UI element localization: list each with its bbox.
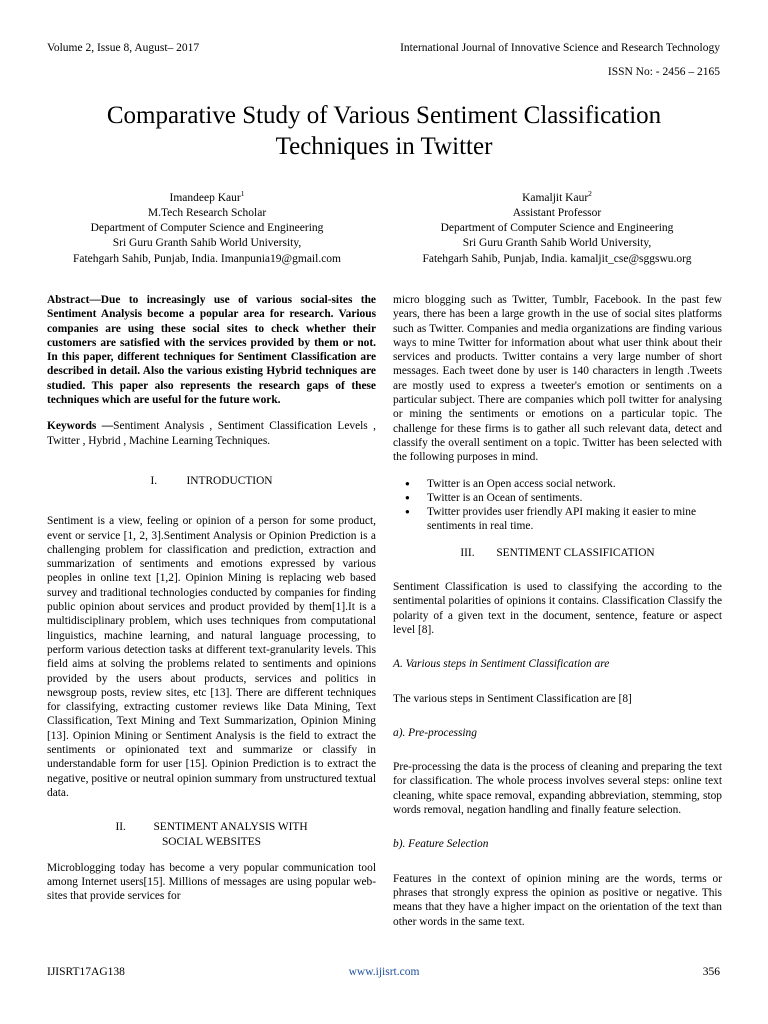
title-line-1: Comparative Study of Various Sentiment Classification (106, 102, 662, 129)
feature-selection-heading: b). Feature Selection (393, 838, 489, 851)
author-1-name: Imandeep Kaur (169, 191, 241, 204)
subsection-a-heading: A. Various steps in Sentiment Classification are (393, 658, 610, 671)
paper-title (40, 100, 728, 162)
author-2-name: Kamaljit Kaur (522, 191, 589, 204)
volume-info: Volume 2, Issue 8, August– 2017 (47, 42, 200, 54)
section-3-title: SENTIMENT CLASSIFICATION (496, 546, 655, 559)
left-column (47, 293, 376, 904)
purposes-list (393, 477, 722, 534)
list-item: ● Twitter is an Open access social network. (427, 477, 722, 491)
section-2-number: II. (115, 821, 126, 834)
author-2-sup: 2 (588, 189, 592, 198)
section-2-paragraph: Microblogging today has become a very popular communication tool among Internet users[15]. Millions of messages are using popular web-sites that provide services for (47, 861, 376, 903)
subsection-a-paragraph: The various steps in Sentiment Classification are [8] (393, 692, 632, 705)
keywords-text: Sentiment Analysis , Sentiment Classification Levels , Twitter , Hybrid , Machine Learning Techniques. (47, 420, 376, 447)
twitter-paragraph: micro blogging such as Twitter, Tumblr, Facebook. In the past few years, there has been a large growth in the use of social sites platforms such as Twitter. Companies and media organizations are finding various ways to mine Twitter for information about what user think about their services and products. Twitter contains a very large number of short messages. Each tweet done by user is 140 characters in length .Tweets are mostly used to express a tweeter's emotion or sentiments on a particular subject. There are companies which poll twitter for analysing or mining the sentiments or emotions on a particular topic. The challenge for these firms is to gather all such relevant data, detect and classify the overall sentiment on a topic. Twitter has been selected with the following purposes in mind. (393, 294, 722, 464)
author-1-dept: Department of Computer Science and Engineering (90, 222, 324, 235)
keywords-label: Keywords — (47, 420, 114, 433)
section-2-heading (47, 820, 376, 849)
keywords (47, 419, 376, 448)
author-1-univ: Sri Guru Granth Sahib World University, (112, 237, 302, 250)
author-1-address: Fatehgarh Sahib, Punjab, India. Imanpunia19@gmail.com (72, 252, 341, 265)
section-1-number: I. (150, 474, 158, 487)
section-2-title-line-2: SOCIAL WEBSITES (161, 835, 262, 848)
section-2-title-line-1: SENTIMENT ANALYSIS WITH (153, 821, 308, 834)
author-2-address: Fatehgarh Sahib, Punjab, India. kamaljit_cse@sggswu.org (422, 252, 692, 265)
author-1-role: M.Tech Research Scholar (147, 207, 267, 220)
author-2-univ: Sri Guru Granth Sahib World University, (462, 237, 652, 250)
list-item: ● Twitter is an Ocean of sentiments. (427, 491, 722, 505)
author-1 (42, 186, 372, 267)
author-2 (392, 186, 722, 267)
feature-selection-paragraph: Features in the context of opinion mining are the words, terms or phrases that strongly express the opinion as positive or negative. This means that they have a higher impact on the orientation of the text than other words in the same text. (393, 872, 722, 928)
preprocessing-paragraph: Pre-processing the data is the process of cleaning and preparing the text for classification. The whole process involves several steps: online text cleaning, white space removal, expanding abbreviation, stemming, stop words removal, negation handling and finally feature selection. (393, 761, 722, 817)
section-3-heading (393, 546, 722, 560)
section-1-title: INTRODUCTION (186, 474, 273, 487)
preprocessing-heading: a). Pre-processing (393, 726, 477, 739)
footer-paper-id: IJISRT17AG138 (47, 966, 125, 978)
title-line-2: Techniques in Twitter (275, 133, 493, 160)
author-1-sup: 1 (240, 189, 245, 198)
section-3-number: III. (460, 546, 475, 559)
author-2-role: Assistant Professor (512, 207, 602, 220)
section-1-heading (47, 474, 376, 488)
footer-website-link[interactable]: www.ijisrt.com (348, 966, 420, 978)
abstract: Abstract—Due to increasingly use of various social-sites the Sentiment Analysis become a popular area for research. Various companies are using these social sites to check whether their customers are satisfied with the services provided by them or not. In this paper, different techniques for Sentiment Classification are described in detail. Also the various existing Hybrid techniques are studied. This paper also represents the research gaps of these techniques which are useful for the future work. (47, 294, 376, 407)
list-item: ● Twitter provides user friendly API making it easier to mine sentiments in real time. (427, 505, 722, 534)
page-number: 356 (702, 966, 720, 978)
author-2-dept: Department of Computer Science and Engineering (440, 222, 674, 235)
journal-name: International Journal of Innovative Science and Research Technology (400, 42, 720, 54)
intro-paragraph: Sentiment is a view, feeling or opinion of a person for some product, event or service [1, 2, 3].Sentiment Analysis or Opinion Prediction is a challenging problem for classification and prediction, extraction and summarization of sentiments and emotions expressed by various peoples in online text [1,2]. Opinion Mining is replacing web based survey and traditional technologies conducted by companies for finding public opinion about services and product provided by them[1].It is a multidisciplinary problem, which uses techniques from computational linguistics, machine learning, and natural language processing, to perform various detection tasks at different text-granularity levels. This field aims at solving the problems related to sentiments and opinions provided by the users about products, services and politics in newsgroup posts, review sites, etc [13]. There are different techniques for classifying, extracting customer reviews like Data Mining, Text Classification, Text Mining and Text Summarization, Opinion Mining [13]. Opinion Mining or Sentiment Analysis is the field to extract the sentiments or opinionated text and summarize or classify in understandable form for user [15]. Opinion Prediction is to extract the negative, positive or neutral opinion summary from unstructured textual data. (47, 515, 376, 799)
section-3-paragraph: Sentiment Classification is used to classifying the according to the sentimental polarities of opinions it contains. Classification Classify the polarity of a given text in the document, sentence, feature or aspect level [8]. (393, 581, 722, 636)
right-column (393, 293, 722, 929)
issn: ISSN No: - 2456 – 2165 (607, 66, 720, 78)
